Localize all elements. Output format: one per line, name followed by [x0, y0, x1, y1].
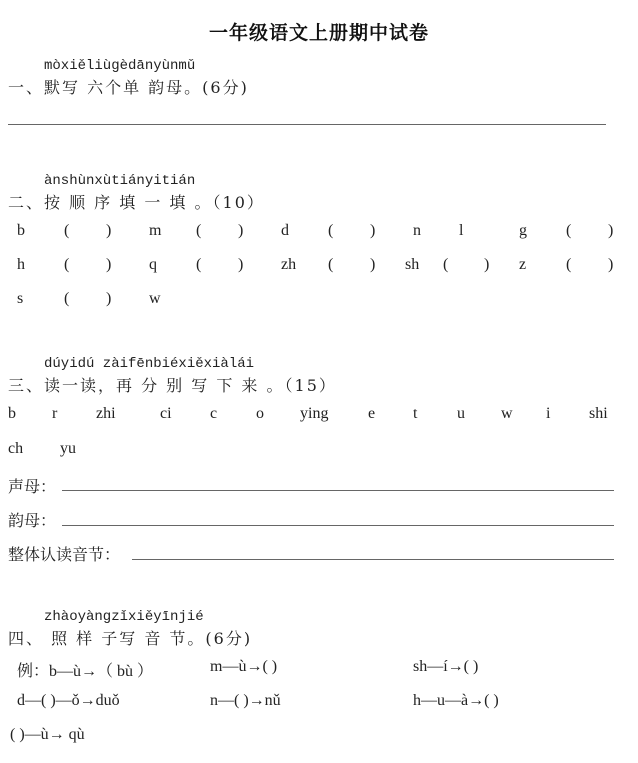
syllable-item: yu [60, 440, 76, 457]
syllable-item: w [501, 405, 513, 422]
syllable-item: t [413, 405, 418, 422]
section-4-heading: 四、 照 样 子写 音 节。(6分) [8, 629, 253, 648]
exercise-item[interactable]: m—ù→( ) [210, 658, 278, 675]
exercise-item[interactable]: ( )—ù→ qù [10, 726, 85, 743]
blank-close: ) [608, 256, 614, 273]
letter-cell: h [17, 256, 25, 273]
syllable-item: shi [589, 405, 608, 422]
letter-cell: z [519, 256, 527, 273]
blank-open[interactable]: ( [328, 222, 334, 239]
blank-open[interactable]: ( [64, 222, 70, 239]
exercise-item[interactable]: d—( )—ǒ→duǒ [17, 692, 120, 709]
blank-close: ) [370, 222, 376, 239]
syllable-item: b [8, 405, 16, 422]
section-2-pinyin: ànshùnxùtiányitián [44, 173, 196, 189]
letter-cell: w [149, 290, 161, 307]
blank-open[interactable]: ( [64, 290, 70, 307]
blank-open[interactable]: ( [328, 256, 334, 273]
syllable-item: u [457, 405, 465, 422]
answer-line-whole-syllables[interactable] [132, 559, 614, 560]
answer-line-initials[interactable] [62, 490, 614, 491]
letter-cell: s [17, 290, 24, 307]
blank-open[interactable]: ( [196, 222, 202, 239]
section-1-heading: 一、默写 六个单 韵母。(6分) [8, 78, 249, 97]
answer-line-finals[interactable] [62, 525, 614, 526]
blank-close: ) [106, 256, 112, 273]
blank-close: ) [106, 222, 112, 239]
letter-cell: n [413, 222, 421, 239]
exercise-item[interactable]: sh—í→( ) [413, 658, 479, 675]
syllable-item: i [546, 405, 551, 422]
label-initials: 声母： [8, 477, 57, 496]
letter-cell: sh [405, 256, 420, 273]
syllable-item: o [256, 405, 264, 422]
example-item: 例：b—ù→（ bù ） [17, 663, 154, 680]
blank-open[interactable]: ( [566, 222, 572, 239]
blank-open[interactable]: ( [566, 256, 572, 273]
blank-open[interactable]: ( [64, 256, 70, 273]
syllable-item: c [210, 405, 218, 422]
letter-cell: b [17, 222, 25, 239]
syllable-item: ch [8, 440, 24, 457]
syllable-item: ying [300, 405, 329, 422]
syllable-item: r [52, 405, 58, 422]
exercise-item[interactable]: h—u—à→( ) [413, 692, 499, 709]
page-title: 一年级语文上册期中试卷 [208, 22, 429, 44]
blank-close: ) [608, 222, 614, 239]
exercise-item[interactable]: n—( )→nǔ [210, 692, 281, 709]
blank-close: ) [370, 256, 376, 273]
blank-close: ) [238, 222, 244, 239]
section-1-pinyin: mòxiěliùgèdānyùnmǔ [44, 58, 196, 74]
section-3-heading: 三、读一读，再 分 别 写 下 来 。（15） [8, 376, 337, 395]
blank-close: ) [484, 256, 490, 273]
section-4-pinyin: zhàoyàngzǐxiěyīnjié [44, 609, 204, 625]
letter-cell: m [149, 222, 162, 239]
section-2-heading: 二、按 顺 序 填 一 填 。（10） [8, 193, 265, 212]
blank-close: ) [238, 256, 244, 273]
blank-open[interactable]: ( [196, 256, 202, 273]
blank-close: ) [106, 290, 112, 307]
letter-cell: g [519, 222, 527, 239]
label-finals: 韵母： [8, 511, 57, 530]
syllable-item: e [368, 405, 376, 422]
letter-cell: zh [281, 256, 297, 273]
syllable-item: ci [160, 405, 172, 422]
letter-cell: q [149, 256, 157, 273]
letter-cell: d [281, 222, 289, 239]
blank-open[interactable]: ( [443, 256, 449, 273]
syllable-item: zhi [96, 405, 116, 422]
letter-cell: l [459, 222, 464, 239]
section-3-pinyin: dúyidú zàifēnbiéxiěxiàlái [44, 356, 255, 372]
section-1-answer-line[interactable] [8, 124, 606, 125]
label-whole-syllables: 整体认读音节： [8, 545, 121, 564]
